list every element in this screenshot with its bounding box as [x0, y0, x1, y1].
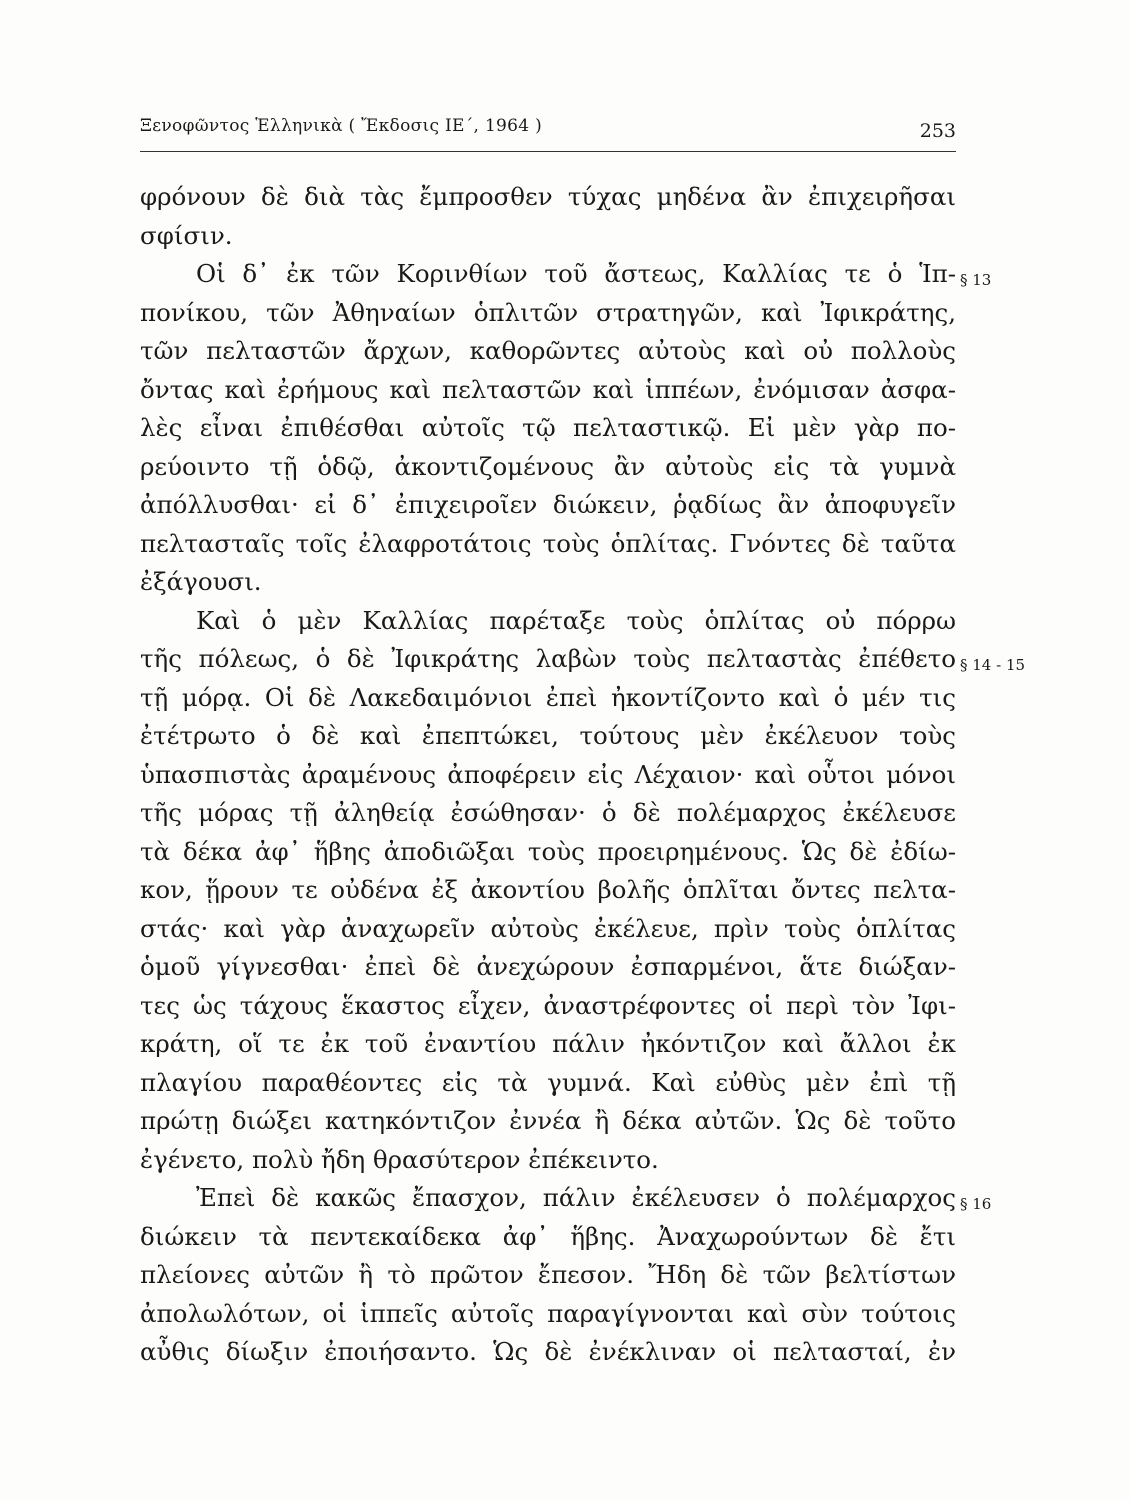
text-line: Ἐπεὶ δὲ κακῶς ἔπασχον, πάλιν ἐκέλευσεν ὁ πολέμαρχος [196, 1183, 956, 1212]
text-line: ὄντας καὶ ἐρήμους καὶ πελταστῶν καὶ ἱππέων, ἐνόμισαν ἀσφα- [140, 374, 956, 404]
text-line: πρώτῃ διώξει κατηκόντιζον ἐννέα ἢ δέκα αὐτῶν. Ὡς δὲ τοῦτο [140, 1106, 956, 1135]
text-line: τῶν πελταστῶν ἄρχων, καθορῶντες αὐτοὺς καὶ οὐ πολλοὺς [140, 336, 956, 365]
running-head [140, 116, 956, 148]
text-line: πλαγίου παραθέοντες εἰς τὰ γυμνά. Καὶ εὐθὺς μὲν ἐπὶ τῇ [140, 1067, 956, 1097]
text-line: κράτη, οἵ τε ἐκ τοῦ ἐναντίου πάλιν ἠκόντιζον καὶ ἄλλοι ἐκ [140, 1029, 956, 1058]
page-number: 253 [919, 120, 956, 142]
text-line: κον, ᾕρουν τε οὐδένα ἐξ ἀκοντίου βολῆς ὁπλῖται ὄντες πελτα- [140, 875, 956, 904]
header-rule [140, 151, 956, 152]
text-line: λὲς εἶναι ἐπιθέσθαι αὐτοῖς τῷ πελταστικῷ. Εἰ μὲν γὰρ πο- [140, 413, 956, 442]
text-line: διώκειν τὰ πεντεκαίδεκα ἀφ᾽ ἥβης. Ἀναχωρούντων δὲ ἔτι [140, 1221, 956, 1251]
text-line: τες ὡς τάχους ἕκαστος εἶχεν, ἀναστρέφοντες οἱ περὶ τὸν Ἰφι- [140, 990, 956, 1020]
text-line: ἐτέτρωτο ὁ δὲ καὶ ἐπεπτώκει, τούτους μὲν ἐκέλευον τοὺς [140, 721, 956, 750]
body-text [140, 178, 956, 1372]
text-line: ρεύοιντο τῇ ὁδῷ, ἀκοντιζομένους ἂν αὐτοὺς εἰς τὰ γυμνὰ [140, 451, 956, 481]
text-line: στάς· καὶ γὰρ ἀναχωρεῖν αὐτοὺς ἐκέλευε, πρὶν τοὺς ὁπλίτας [140, 913, 956, 943]
text-line: ὁμοῦ γίγνεσθαι· ἐπεὶ δὲ ἀνεχώρουν ἐσπαρμένοι, ἅτε διώξαν- [140, 952, 956, 981]
text-line: πονίκου, τῶν Ἀθηναίων ὁπλιτῶν στρατηγῶν, καὶ Ἰφικράτης, [140, 297, 956, 327]
text-line: τὰ δέκα ἀφ᾽ ἥβης ἀποδιῶξαι τοὺς προειρημένους. Ὡς δὲ ἐδίω- [140, 836, 956, 866]
text-line: τῇ μόρᾳ. Οἱ δὲ Λακεδαιμόνιοι ἐπεὶ ἠκοντίζοντο καὶ ὁ μέν τις [140, 682, 956, 712]
text-line: σφίσιν. [140, 220, 233, 250]
margin-section-ref: § 16 [960, 1195, 992, 1213]
text-line: ἀπόλλυσθαι· εἰ δ᾽ ἐπιχειροῖεν διώκειν, ῥᾳδίως ἂν ἀποφυγεῖν [140, 490, 956, 519]
text-line: τῆς μόρας τῇ ἀληθείᾳ ἐσώθησαν· ὁ δὲ πολέμαρχος ἐκέλευσε [140, 798, 956, 827]
text-line: Καὶ ὁ μὲν Καλλίας παρέταξε τοὺς ὁπλίτας οὐ πόρρω [196, 605, 956, 635]
text-line: αὖθις δίωξιν ἐποιήσαντο. Ὡς δὲ ἐνέκλιναν οἱ πελτασταί, ἐν [140, 1337, 956, 1366]
text-line: ὑπασπιστὰς ἀραμένους ἀποφέρειν εἰς Λέχαιον· καὶ οὗτοι μόνοι [140, 759, 956, 789]
margin-section-ref: § 14 - 15 [960, 656, 1026, 674]
text-line: ἐξάγουσι. [140, 567, 262, 596]
running-head-title: Ξενοφῶντος Ἑλληνικὰ ( Ἔκδοσις ΙΕ΄, 1964 ) [140, 116, 543, 136]
text-line: πελτασταῖς τοῖς ἐλαφροτάτοις τοὺς ὁπλίτας. Γνόντες δὲ ταῦτα [140, 528, 956, 558]
text-line: ἀπολωλότων, οἱ ἱππεῖς αὐτοῖς παραγίγνονται καὶ σὺν τούτοις [140, 1298, 956, 1328]
text-line: ἐγένετο, πολὺ ἤδη θρασύτερον ἐπέκειντο. [140, 1144, 659, 1174]
text-line: Οἱ δ᾽ ἐκ τῶν Κορινθίων τοῦ ἄστεως, Καλλίας τε ὁ Ἱπ- [196, 259, 956, 288]
text-line: πλείονες αὐτῶν ἢ τὸ πρῶτον ἔπεσον. Ἤδη δὲ τῶν βελτίστων [140, 1260, 956, 1289]
text-line: τῆς πόλεως, ὁ δὲ Ἰφικράτης λαβὼν τοὺς πελταστὰς ἐπέθετο [140, 644, 956, 673]
margin-section-ref: § 13 [960, 271, 992, 289]
text-line: φρόνουν δὲ διὰ τὰς ἔμπροσθεν τύχας μηδένα ἂν ἐπιχειρῆσαι [140, 182, 956, 211]
